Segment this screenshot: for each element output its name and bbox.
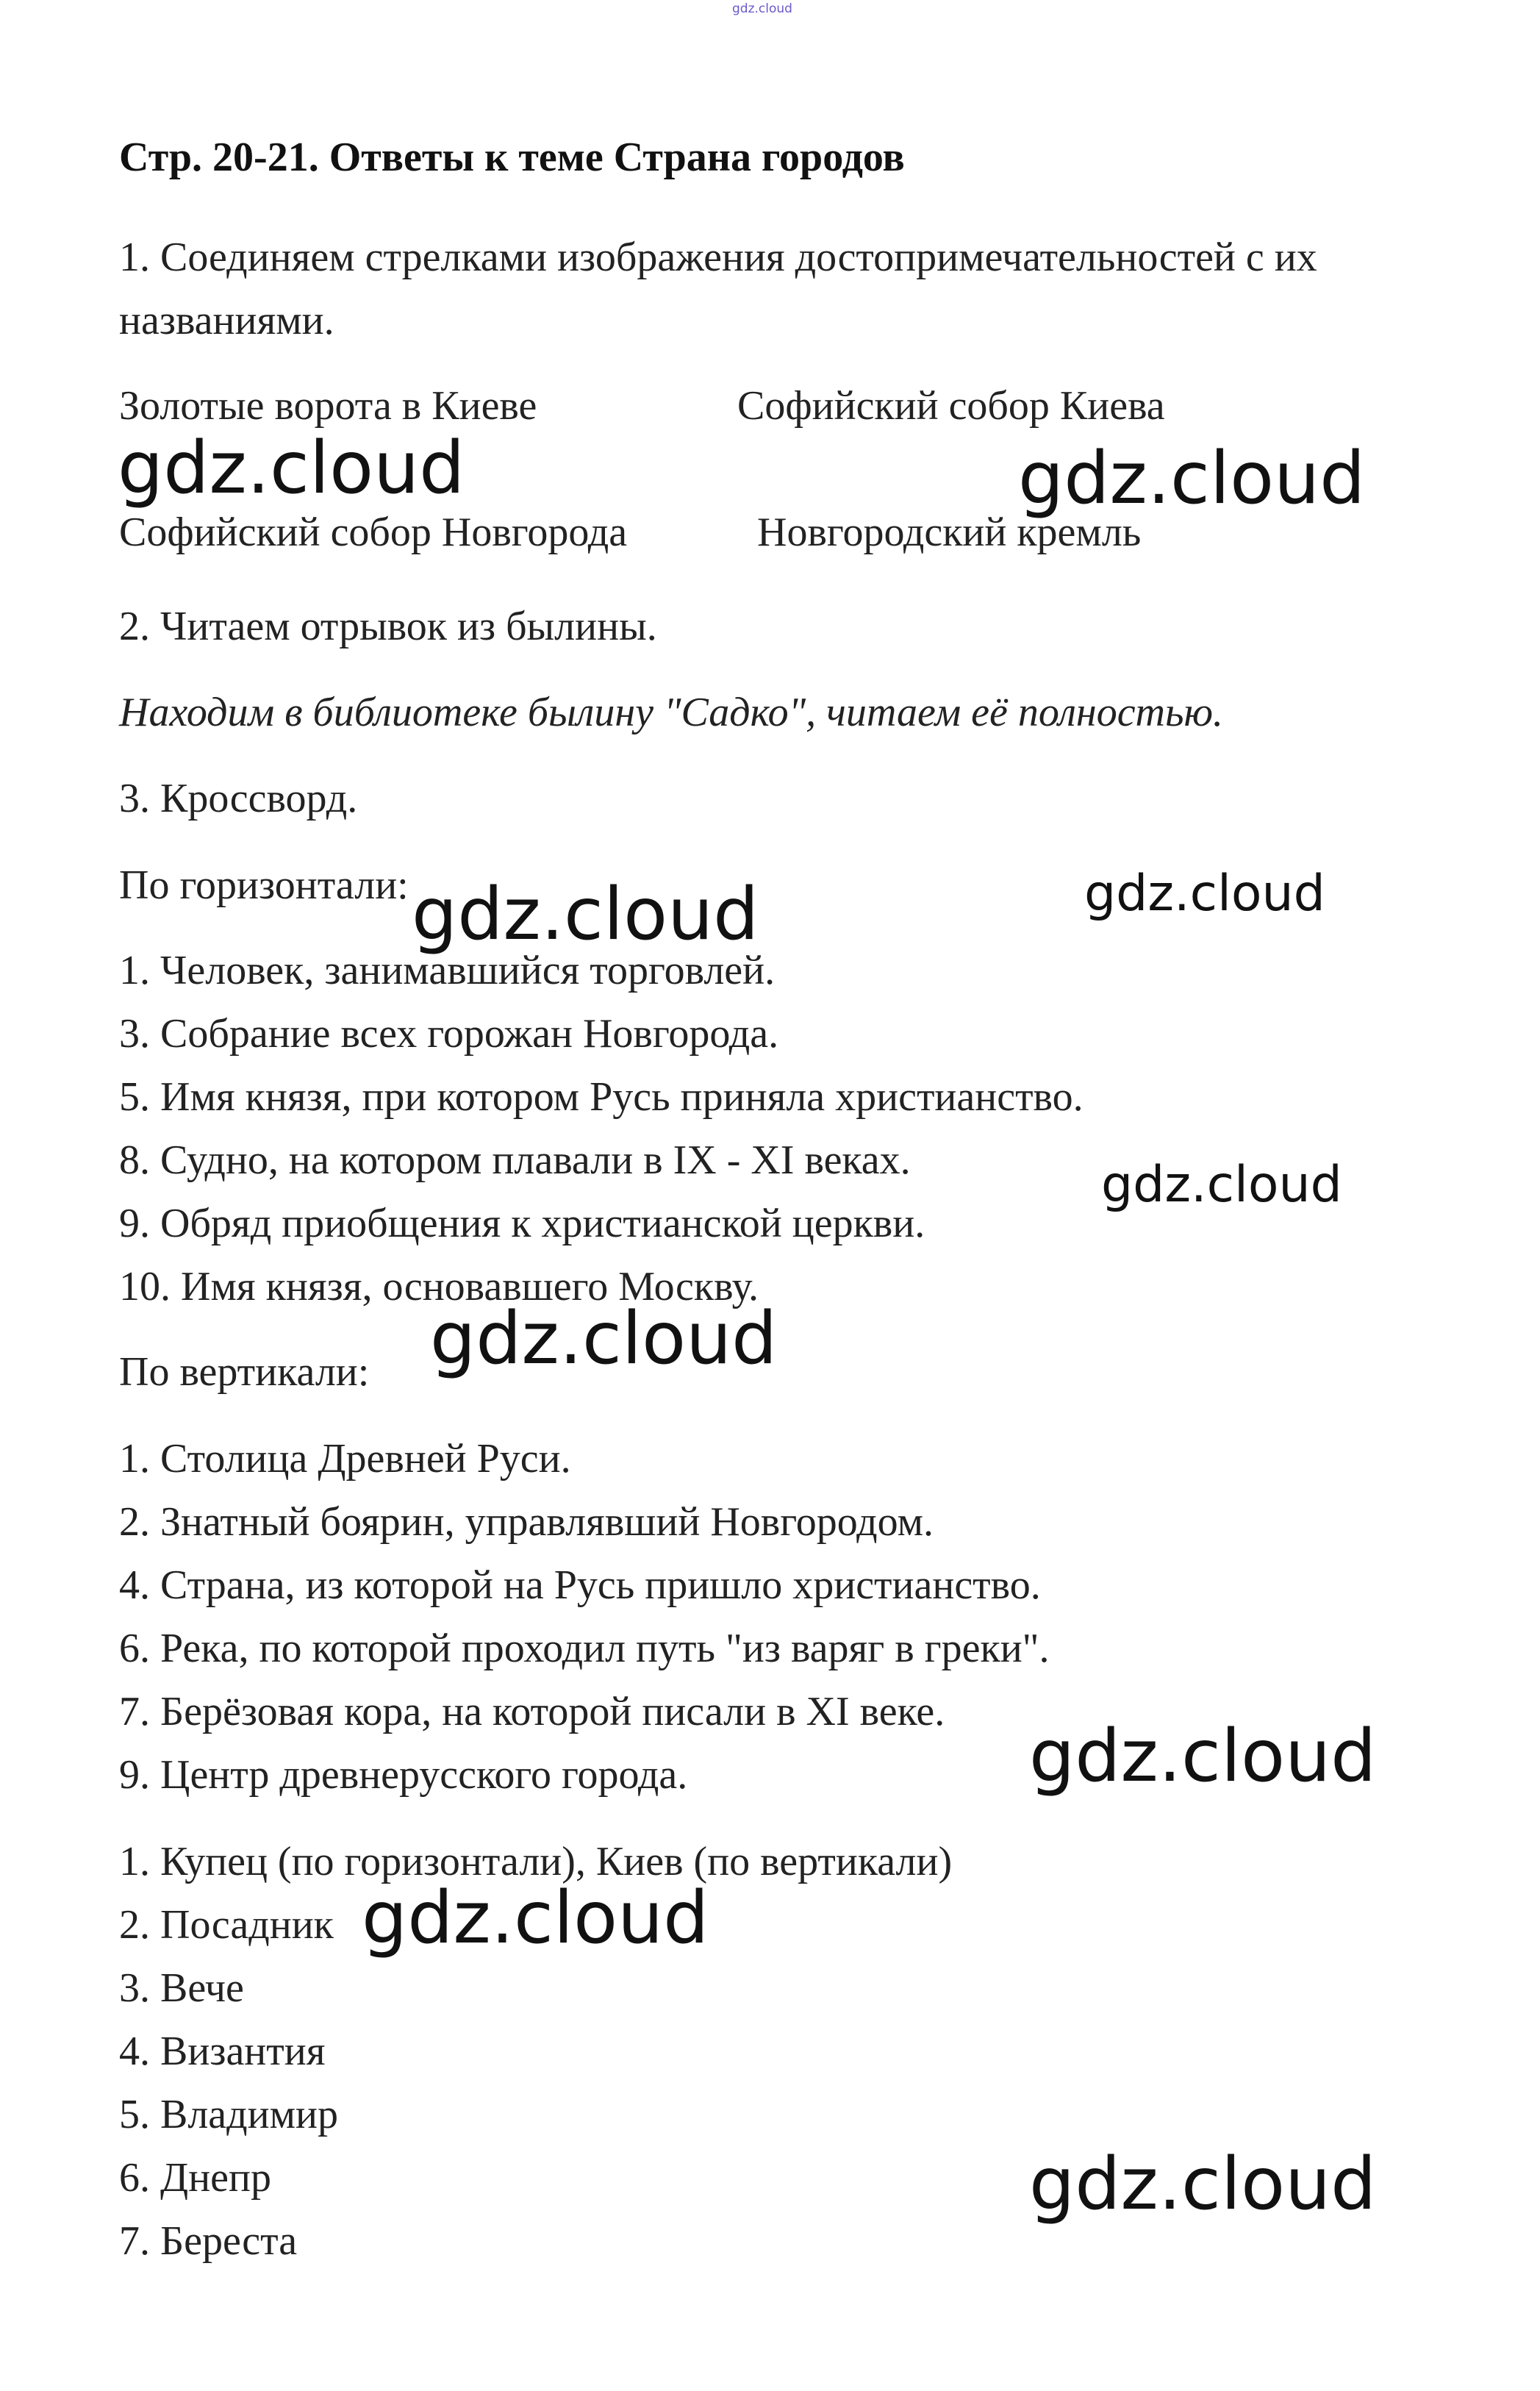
watermark: gdz.cloud — [1101, 1156, 1342, 1214]
crossword-answer: 7. Береста — [119, 2218, 298, 2264]
crossword-answer: 4. Византия — [119, 2029, 326, 2074]
vertical-clue: 6. Река, по которой проходил путь "из варяг в греки". — [119, 1626, 1050, 1671]
horizontal-clue: 1. Человек, занимавшийся торговлей. — [119, 948, 776, 993]
crossword-answer: 6. Днепр — [119, 2155, 271, 2201]
vertical-clue: 4. Страна, из которой на Русь пришло христианство. — [119, 1562, 1041, 1608]
watermark: gdz.cloud — [412, 873, 759, 957]
horizontal-clue: 5. Имя князя, при котором Русь приняла христианство. — [119, 1074, 1084, 1120]
horizontal-title: По горизонтали: — [119, 862, 409, 908]
watermark: gdz.cloud — [362, 1876, 709, 1960]
horizontal-clue: 10. Имя князя, основавшего Москву. — [119, 1264, 759, 1309]
watermark: gdz.cloud — [1029, 1715, 1377, 1798]
crossword-answer: 1. Купец (по горизонтали), Киев (по вертикали) — [119, 1839, 953, 1884]
vertical-title: По вертикали: — [119, 1349, 370, 1395]
watermark: gdz.cloud — [1029, 2142, 1377, 2226]
task1-left-item-2: Софийский собор Новгорода — [119, 510, 628, 555]
task2-text: 2. Читаем отрывок из былины. — [119, 604, 657, 649]
task3-text: 3. Кроссворд. — [119, 776, 358, 821]
page-title: Стр. 20-21. Ответы к теме Страна городов — [119, 135, 905, 180]
vertical-clue: 2. Знатный боярин, управлявший Новгородом. — [119, 1499, 934, 1545]
crossword-answer: 5. Владимир — [119, 2092, 339, 2137]
watermark: gdz.cloud — [118, 426, 465, 510]
task1-left-item-1: Золотые ворота в Киеве — [119, 383, 537, 429]
task1-text-line2: названиями. — [119, 298, 334, 343]
watermark: gdz.cloud — [1018, 437, 1366, 521]
task2-answer: Находим в библиотеке былину "Садко", читаем её полностью. — [119, 690, 1223, 735]
header-watermark: gdz.cloud — [732, 1, 792, 16]
horizontal-clue: 8. Судно, на котором плавали в IX - XI веках. — [119, 1137, 911, 1183]
horizontal-clue: 3. Собрание всех горожан Новгорода. — [119, 1011, 779, 1057]
crossword-answer: 3. Вече — [119, 1965, 244, 2011]
watermark: gdz.cloud — [1084, 865, 1325, 923]
watermark: gdz.cloud — [430, 1297, 778, 1381]
horizontal-clue: 9. Обряд приобщения к христианской церкви. — [119, 1201, 925, 1246]
vertical-clue: 9. Центр древнерусского города. — [119, 1752, 688, 1798]
vertical-clue: 1. Столица Древней Руси. — [119, 1436, 571, 1482]
task1-text-line1: 1. Соединяем стрелками изображения достопримечательностей с их — [119, 235, 1317, 280]
task1-right-item-2: Новгородский кремль — [757, 510, 1142, 555]
task1-right-item-1: Софийский собор Киева — [737, 383, 1165, 429]
crossword-answer: 2. Посадник — [119, 1902, 334, 1948]
vertical-clue: 7. Берёзовая кора, на которой писали в XI веке. — [119, 1689, 945, 1734]
